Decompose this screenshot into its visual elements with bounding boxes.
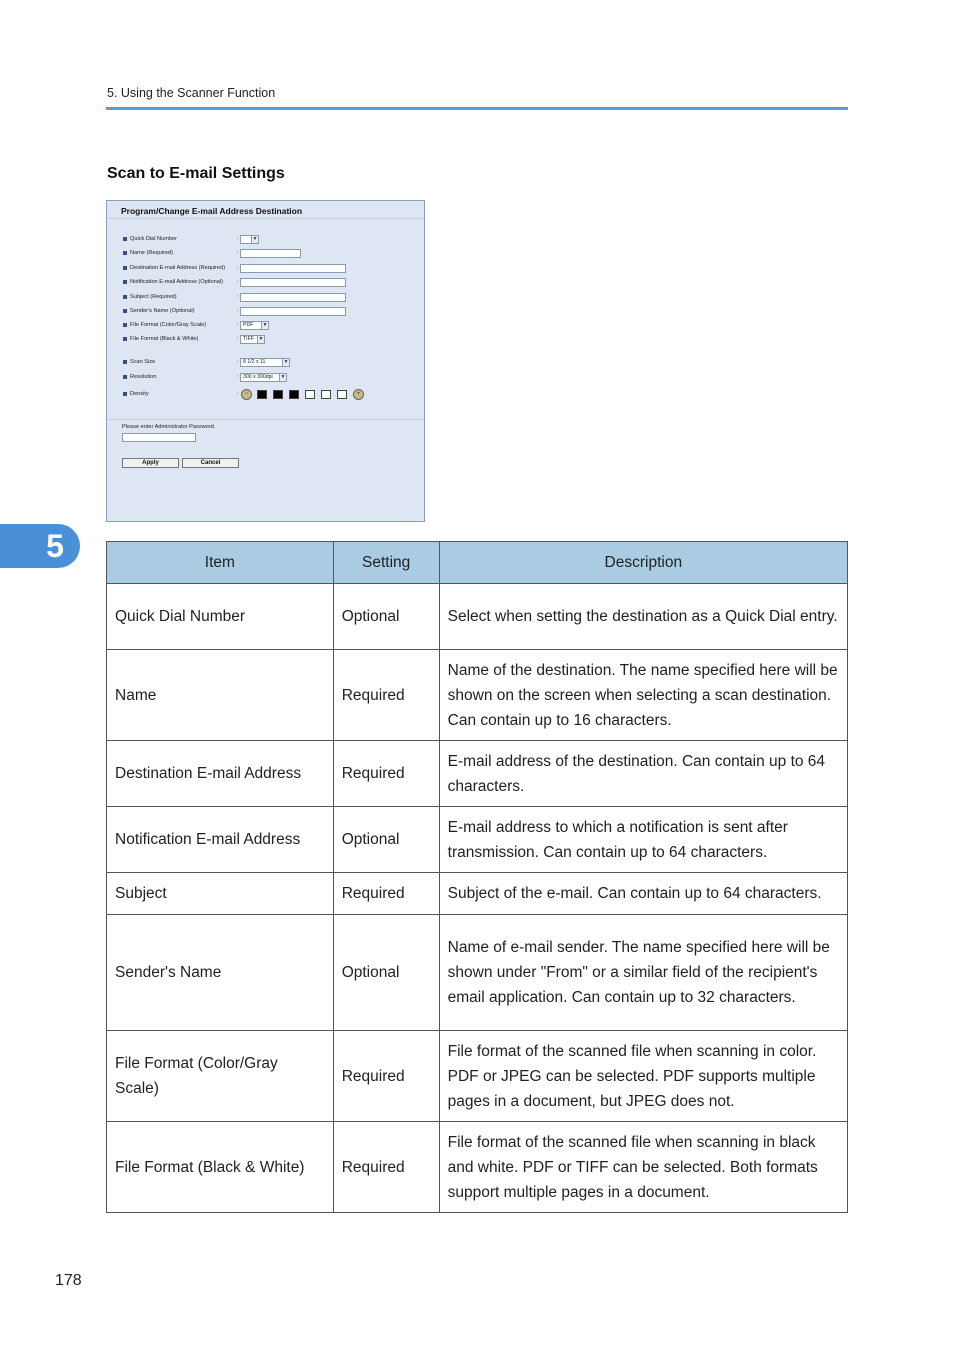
density-step[interactable]: [305, 390, 315, 399]
chapter-tab: 5: [0, 524, 80, 568]
subject-input[interactable]: [240, 293, 346, 302]
field-label: File Format (Color/Gray Scale): [130, 322, 207, 328]
cell-item: Sender's Name: [107, 915, 334, 1031]
cell-description: Name of e-mail sender. The name specified here will be shown under "From" or a similar field of the recipient's email application. Can contain up to 32 characters.: [439, 915, 847, 1031]
quick-dial-select[interactable]: [240, 235, 259, 244]
cell-setting: Required: [333, 741, 439, 807]
column-header-description: Description: [439, 542, 847, 584]
column-header-item: Item: [107, 542, 334, 584]
admin-password-input[interactable]: [122, 433, 196, 442]
screenshot-divider: [107, 419, 424, 420]
column-header-setting: Setting: [333, 542, 439, 584]
bullet-icon: [123, 237, 127, 241]
cell-item: File Format (Color/Gray Scale): [107, 1031, 334, 1122]
cell-description: Select when setting the destination as a Quick Dial entry.: [439, 584, 847, 650]
chevron-down-icon: ▼: [252, 236, 258, 242]
chevron-down-icon: ▼: [262, 322, 268, 328]
section-title: Scan to E-mail Settings: [107, 165, 285, 182]
cancel-button[interactable]: Cancel: [182, 458, 239, 468]
density-step[interactable]: [321, 390, 331, 399]
cell-description: E-mail address to which a notification is sent after transmission. Can contain up to 64 characters.: [439, 807, 847, 873]
bullet-icon: [123, 295, 127, 299]
cell-description: File format of the scanned file when scanning in black and white. PDF or TIFF can be selected. Both formats support multiple pages in a document.: [439, 1122, 847, 1213]
bullet-icon: [123, 309, 127, 313]
running-header: 5. Using the Scanner Function: [107, 86, 276, 100]
cell-item: Name: [107, 650, 334, 741]
density-darker-button[interactable]: +: [353, 389, 364, 400]
bullet-icon: [123, 323, 127, 327]
density-step[interactable]: [257, 390, 267, 399]
table-row: [107, 1031, 848, 1122]
destination-email-input[interactable]: [240, 264, 346, 273]
bullet-icon: [123, 266, 127, 270]
density-step[interactable]: [273, 390, 283, 399]
cell-setting: Optional: [333, 915, 439, 1031]
notification-email-input[interactable]: [240, 278, 346, 287]
table-header-row: [107, 542, 848, 584]
settings-screenshot: Program/Change E-mail Address Destination Quick Dial Number : ▼ Name (Required) : Destination E-mail Address (Required) : Notification E-mail Address (Optional) : Subject (Required) : Sender's Name (Optional) : File Format (Color/Gray Scale) : PDF ▼ File Format (Black & White) : TIFF ▼ Scan Size : 8 1/2 x 11 ▼ Resolution : 300 x 300dpi ▼ Density : − + Please enter Administrator Password. Apply Cancel: [106, 200, 425, 522]
bullet-icon: [123, 360, 127, 364]
field-label: Subject (Required): [130, 294, 177, 300]
cell-item: Quick Dial Number: [107, 584, 334, 650]
settings-table: [106, 541, 848, 1213]
cell-setting: Required: [333, 873, 439, 915]
chevron-down-icon: ▼: [283, 359, 289, 365]
field-label: Notification E-mail Address (Optional): [130, 279, 223, 285]
table-row: [107, 1122, 848, 1213]
density-step[interactable]: [337, 390, 347, 399]
table-row: [107, 584, 848, 650]
field-label: Destination E-mail Address (Required): [130, 265, 226, 271]
resolution-select[interactable]: 300 x 300dpi ▼: [240, 373, 287, 382]
cell-setting: Required: [333, 1031, 439, 1122]
cell-description: File format of the scanned file when scanning in color. PDF or JPEG can be selected. PDF supports multiple pages in a document, but JPEG does not.: [439, 1031, 847, 1122]
table-row: [107, 650, 848, 741]
cell-setting: Required: [333, 1122, 439, 1213]
density-step[interactable]: [289, 390, 299, 399]
cell-item: Destination E-mail Address: [107, 741, 334, 807]
table-row: [107, 807, 848, 873]
bullet-icon: [123, 375, 127, 379]
cell-description: Name of the destination. The name specified here will be shown on the screen when selecting a scan destination. Can contain up to 16 characters.: [439, 650, 847, 741]
apply-button[interactable]: Apply: [122, 458, 179, 468]
password-prompt: Please enter Administrator Password.: [122, 424, 216, 430]
bullet-icon: [123, 251, 127, 255]
field-label: Name (Required): [130, 250, 173, 256]
file-format-color-select[interactable]: PDF ▼: [240, 321, 269, 330]
chevron-down-icon: ▼: [258, 336, 264, 342]
field-label: Quick Dial Number: [130, 236, 177, 242]
density-lighter-button[interactable]: −: [241, 389, 252, 400]
cell-item: File Format (Black & White): [107, 1122, 334, 1213]
scan-size-select[interactable]: 8 1/2 x 11 ▼: [240, 358, 290, 367]
table-row: [107, 741, 848, 807]
cell-setting: Optional: [333, 584, 439, 650]
cell-item: Subject: [107, 873, 334, 915]
header-rule: [106, 107, 848, 110]
page-number: 178: [55, 1272, 82, 1289]
sender-name-input[interactable]: [240, 307, 346, 316]
bullet-icon: [123, 392, 127, 396]
table-row: [107, 873, 848, 915]
screenshot-title-divider: [107, 218, 424, 219]
bullet-icon: [123, 280, 127, 284]
cell-item: Notification E-mail Address: [107, 807, 334, 873]
file-format-bw-select[interactable]: TIFF ▼: [240, 335, 265, 344]
table-row: [107, 915, 848, 1031]
cell-description: Subject of the e-mail. Can contain up to 64 characters.: [439, 873, 847, 915]
bullet-icon: [123, 337, 127, 341]
field-label: Resolution: [130, 374, 157, 380]
field-label: Density: [130, 391, 149, 397]
cell-setting: Optional: [333, 807, 439, 873]
field-label: File Format (Black & White): [130, 336, 199, 342]
field-label: Scan Size: [130, 359, 156, 365]
cell-setting: Required: [333, 650, 439, 741]
chevron-down-icon: ▼: [280, 374, 286, 380]
screenshot-title: Program/Change E-mail Address Destination: [121, 206, 303, 216]
name-input[interactable]: [240, 249, 301, 258]
field-label: Sender's Name (Optional): [130, 308, 195, 314]
cell-description: E-mail address of the destination. Can contain up to 64 characters.: [439, 741, 847, 807]
